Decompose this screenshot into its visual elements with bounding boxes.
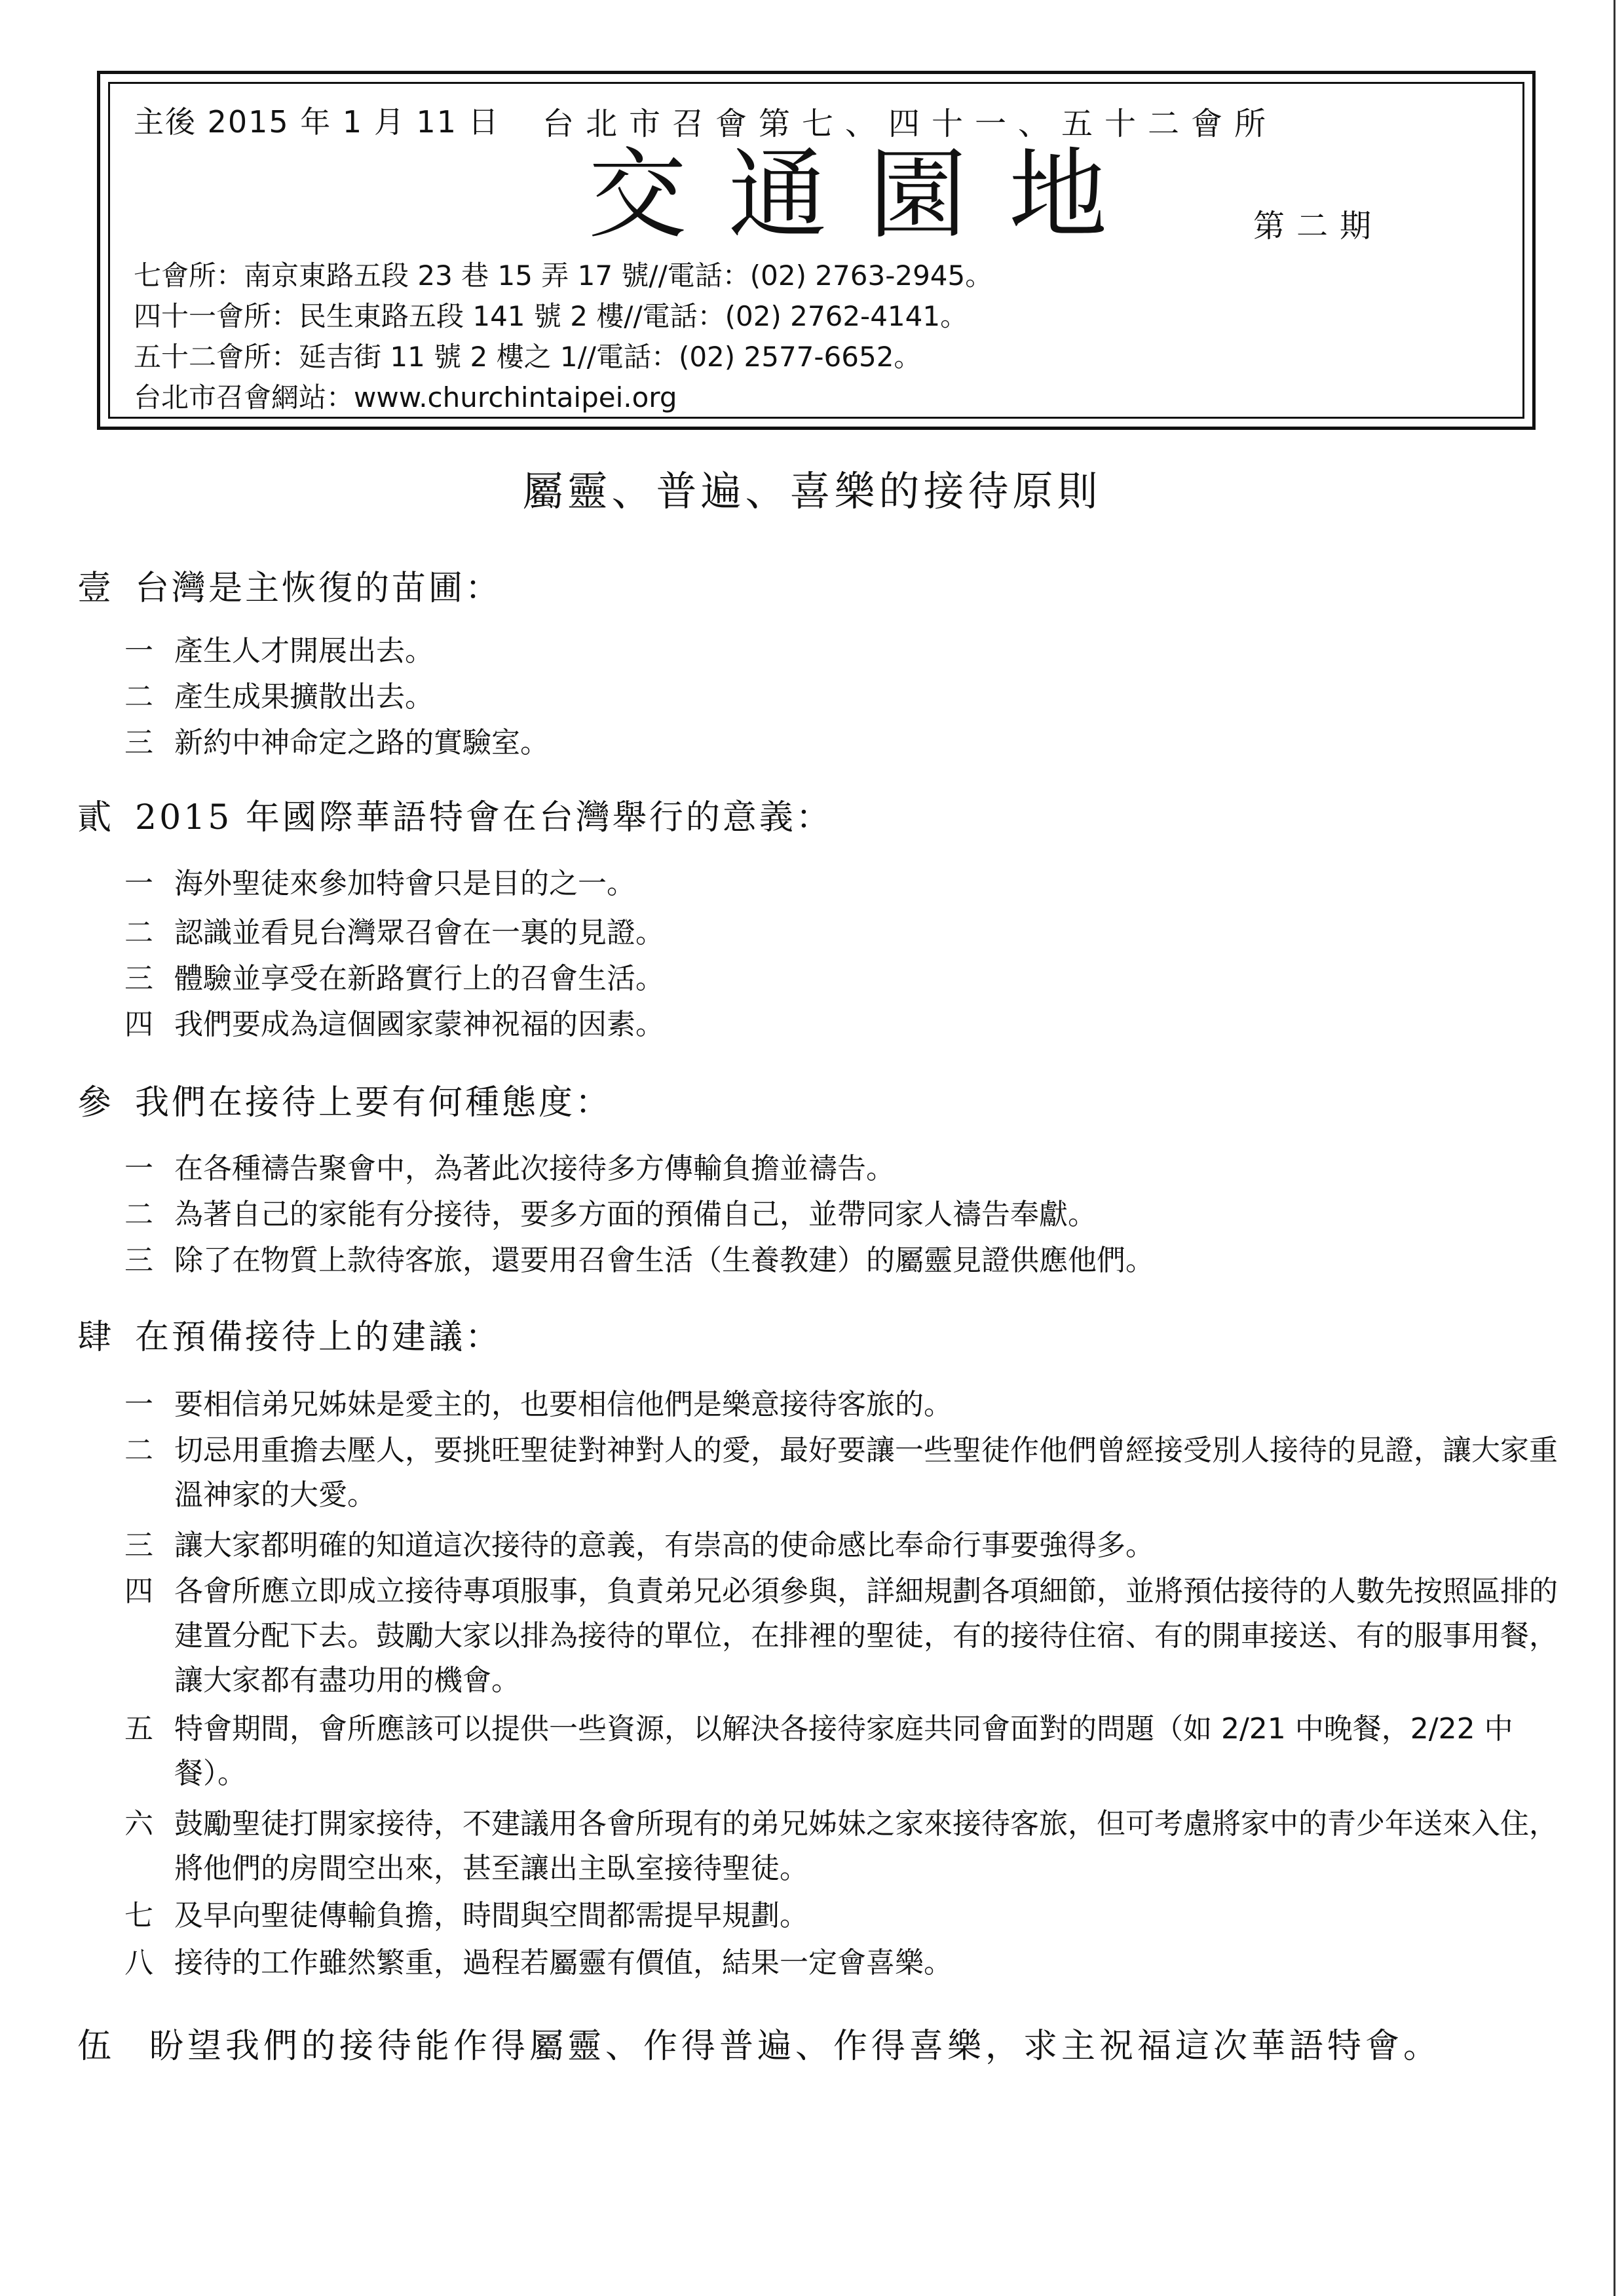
list-item bbox=[124, 1802, 1559, 1891]
address-hall-52: 五十二會所：延吉街 11 號 2 樓之 1//電話：(02) 2577-6652。 bbox=[134, 341, 922, 373]
item-number: 八 bbox=[124, 1946, 153, 1980]
section-heading-2 bbox=[77, 790, 833, 839]
item-text: 切忌用重擔去壓人，要挑旺聖徒對神對人的愛，最好要讓一些聖徒作他們曾經接受別人接待的見證，讓大家重溫神家的大愛。 bbox=[174, 1434, 1558, 1512]
item-number: 二 bbox=[124, 1434, 153, 1467]
section-heading-4 bbox=[77, 1309, 502, 1358]
list-item bbox=[124, 1003, 1559, 1047]
list-item bbox=[124, 721, 1559, 765]
list-item bbox=[124, 957, 1559, 1001]
section-number: 貳 bbox=[77, 798, 115, 837]
item-text: 及早向聖徒傳輸負擔，時間與空間都需提早規劃。 bbox=[174, 1899, 808, 1932]
item-text: 鼓勵聖徒打開家接待，不建議用各會所現有的弟兄姊妹之家來接待客旅，但可考慮將家中的青少年送來入住，將他們的房間空出來，甚至讓出主臥室接待聖徒。 bbox=[174, 1807, 1558, 1885]
item-text: 海外聖徒來參加特會只是目的之一。 bbox=[174, 867, 635, 900]
masthead-organization: 台北市召會第七、四十一、五十二會所 bbox=[542, 105, 1278, 142]
item-number: 二 bbox=[124, 680, 153, 714]
item-text: 認識並看見台灣眾召會在一裏的見證。 bbox=[174, 916, 664, 949]
item-text: 產生成果擴散出去。 bbox=[174, 680, 434, 714]
section-heading-3 bbox=[77, 1075, 612, 1124]
church-website: 台北市召會網站：www.churchintaipei.org bbox=[134, 381, 677, 413]
article-title: 屬靈、普遍、喜樂的接待原則 bbox=[522, 467, 1102, 515]
address-hall-41: 四十一會所：民生東路五段 141 號 2 樓//電話：(02) 2762-4141。 bbox=[134, 300, 968, 332]
section-heading-5 bbox=[77, 2018, 1441, 2067]
section-heading-1 bbox=[77, 560, 502, 609]
item-text: 讓大家都明確的知道這次接待的意義，有崇高的使命感比奉命行事要強得多。 bbox=[174, 1529, 1154, 1562]
item-text: 各會所應立即成立接待專項服事，負責弟兄必須參與，詳細規劃各項細節，並將預估接待的人數先按照區排的建置分配下去。鼓勵大家以排為接待的單位，在排裡的聖徒，有的接待住宿、有的開車接送、有的服事用餐，讓大家都有盡功用的機會。 bbox=[174, 1575, 1558, 1697]
list-item bbox=[124, 1428, 1559, 1518]
item-text: 在各種禱告聚會中，為著此次接待多方傳輸負擔並禱告。 bbox=[174, 1152, 895, 1185]
list-item bbox=[124, 1147, 1559, 1191]
item-number: 四 bbox=[124, 1575, 153, 1608]
masthead-addresses bbox=[134, 256, 1503, 418]
section-heading-text: 我們在接待上要有何種態度： bbox=[135, 1083, 613, 1122]
item-number: 三 bbox=[124, 1529, 153, 1562]
section-number: 壹 bbox=[77, 569, 115, 608]
item-text: 體驗並享受在新路實行上的召會生活。 bbox=[174, 962, 664, 995]
item-number: 二 bbox=[124, 916, 153, 949]
list-item bbox=[124, 1894, 1559, 1938]
masthead-date: 主後 2015 年 1 月 11 日 bbox=[134, 104, 500, 140]
masthead-title: 交通園地 bbox=[588, 138, 1150, 252]
item-text: 除了在物質上款待客旅，還要用召會生活（生養教建）的屬靈見證供應他們。 bbox=[174, 1244, 1154, 1277]
item-text: 接待的工作雖然繁重，過程若屬靈有價值，結果一定會喜樂。 bbox=[174, 1946, 953, 1980]
list-item bbox=[124, 911, 1559, 955]
masthead-issue-number: 第二期 bbox=[1253, 208, 1384, 244]
section-heading-text: 盼望我們的接待能作得屬靈、作得普遍、作得喜樂，求主祝福這次華語特會。 bbox=[149, 2027, 1442, 2066]
section-number: 參 bbox=[77, 1083, 115, 1122]
item-number: 一 bbox=[124, 867, 153, 900]
item-text: 新約中神命定之路的實驗室。 bbox=[174, 726, 549, 759]
list-item bbox=[124, 1941, 1559, 1985]
list-item bbox=[124, 1569, 1559, 1703]
item-number: 一 bbox=[124, 1388, 153, 1421]
item-number: 一 bbox=[124, 634, 153, 668]
item-number: 二 bbox=[124, 1198, 153, 1231]
address-hall-7: 七會所：南京東路五段 23 巷 15 弄 17 號//電話：(02) 2763-2945。 bbox=[134, 259, 993, 292]
section-heading-text: 台灣是主恢復的苗圃： bbox=[135, 569, 502, 608]
item-number: 一 bbox=[124, 1152, 153, 1185]
item-number: 七 bbox=[124, 1899, 153, 1932]
item-number: 三 bbox=[124, 962, 153, 995]
section-number: 肆 bbox=[77, 1318, 115, 1357]
list-item bbox=[124, 675, 1559, 719]
section-heading-text: 在預備接待上的建議： bbox=[135, 1318, 502, 1357]
scan-edge-line bbox=[1614, 0, 1615, 2296]
item-text: 為著自己的家能有分接待，要多方面的預備自己，並帶同家人禱告奉獻。 bbox=[174, 1198, 1097, 1231]
section-heading-text: 2015 年國際華語特會在台灣舉行的意義： bbox=[135, 798, 833, 837]
item-text: 產生人才開展出去。 bbox=[174, 634, 434, 668]
item-number: 四 bbox=[124, 1008, 153, 1041]
item-number: 三 bbox=[124, 1244, 153, 1277]
item-text: 我們要成為這個國家蒙神祝福的因素。 bbox=[174, 1008, 664, 1041]
list-item bbox=[124, 1238, 1559, 1283]
item-number: 三 bbox=[124, 726, 153, 759]
list-item bbox=[124, 1523, 1559, 1568]
list-item bbox=[124, 862, 1559, 906]
masthead-frame bbox=[97, 71, 1536, 430]
item-text: 要相信弟兄姊妹是愛主的，也要相信他們是樂意接待客旅的。 bbox=[174, 1388, 953, 1421]
list-item bbox=[124, 629, 1559, 674]
masthead-inner-frame bbox=[108, 82, 1524, 419]
item-number: 五 bbox=[124, 1712, 153, 1746]
list-item bbox=[124, 1707, 1559, 1796]
item-number: 六 bbox=[124, 1807, 153, 1841]
item-text: 特會期間，會所應該可以提供一些資源，以解決各接待家庭共同會面對的問題（如 2/21 中晚餐，2/22 中餐）。 bbox=[174, 1712, 1513, 1790]
section-number: 伍 bbox=[77, 2027, 116, 2066]
list-item bbox=[124, 1193, 1559, 1237]
list-item bbox=[124, 1383, 1559, 1427]
